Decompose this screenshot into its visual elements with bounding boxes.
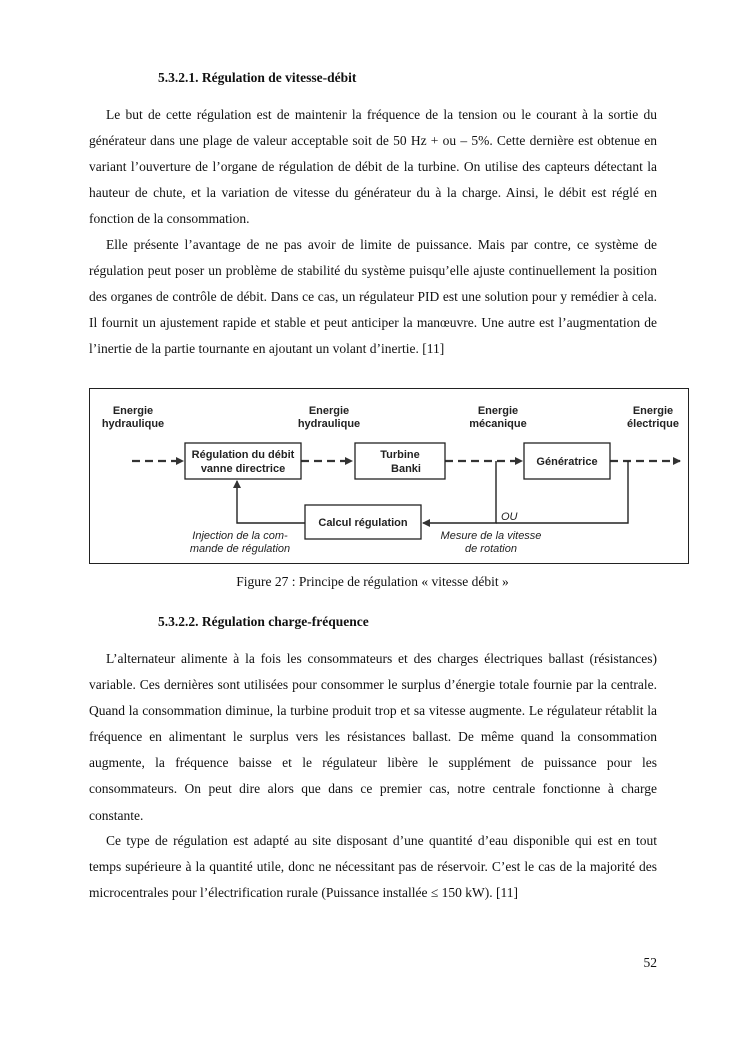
figure-caption: Figure 27 : Principe de régulation « vitesse débit » [236,574,509,589]
page-number: 52 [643,955,657,970]
section-heading-charge-frequence: 5.3.2.2. Régulation charge-fréquence [158,614,369,629]
annotation-mesure-line1: Mesure de la vitesse [440,530,542,542]
energy-label-hydraulique-2-line1: Energie [308,405,350,417]
paragraph-vitesse-debit-avantage: Elle présente l’avantage de ne pas avoir de limite de puissance. Mais par contre, ce système de régulation peut poser un problème de stabilité du système puisqu’elle ajuste continuellement la position des organes de contrôle de débit. Dans ce cas, un régulateur PID est une solution pour y remédier à cela. Il fournit un ajustement rapide et stable et peut anticiper la manœuvre. Une autre est l’augmentation de l’inertie de la partie tournante en ajoutant un volant d’inertie. [11] [89,237,657,357]
box-generatrice-label: Génératrice [536,456,598,468]
command-line-to-regulation [237,481,305,523]
energy-label-hydraulique-1-line1: Energie [112,405,154,417]
energy-label-hydraulique-1-line2: hydraulique [101,418,165,430]
energy-label-hydraulique-2-line2: hydraulique [297,418,361,430]
paragraph-charge-frequence-site: Ce type de régulation est adapté au site disposant d’une quantité d’eau disponible qui est en tout temps supérieure à la quantité utile, donc ne nécessitant pas de réservoir. C’est le cas de la majorité des microcentrales pour l’électrification rurale (Puissance installée ≤ 150 kW). [11] [89,833,657,901]
box-calcul-label: Calcul régulation [318,517,408,529]
energy-label-mecanique-line1: Energie [477,405,519,417]
energy-label-mecanique-line2: mécanique [469,418,527,430]
annotation-ou: OU [501,511,518,523]
figure-regulation-diagram [89,388,689,564]
energy-label-electrique-line2: électrique [627,418,679,430]
annotation-mesure-line2: de rotation [465,543,517,555]
paragraph-vitesse-debit-intro: Le but de cette régulation est de maintenir la fréquence de la tension ou le courant à la sortie du générateur dans une plage de valeur acceptable soit de 50 Hz + ou – 5%. Cette dernière est obtenue en variant l’ouverture de l’organe de régulation de débit de la turbine. On utilise des capteurs détectant la hauteur de chute, et la variation de vitesse du générateur du à la charge. Ainsi, le débit est réglé en fonction de la consommation. [89,107,657,227]
box-regulation-line1: Régulation du débit [191,449,295,461]
box-regulation-line2: vanne directrice [200,463,286,475]
energy-label-electrique-line1: Energie [632,405,674,417]
box-turbine-line1: Turbine [380,449,420,461]
box-turbine-line2: Banki [391,463,421,475]
paragraph-charge-frequence-intro: L’alternateur alimente à la fois les consommateurs et des charges électriques ballast (résistances) variable. Ces dernières sont utilisées pour consommer le surplus d’énergie totale fournie par la centrale. Quand la consommation diminue, la turbine produit trop et sa vitesse augmente. Le régulateur rétablit la fréquence en alimentant le surplus vers les résistances ballast. De même quand la consommation augmente, la fréquence baisse et le régulateur libère le supplément de puissance pour les consommateurs. On peut dire alors que dans ce premier cas, notre centrale fonctionne à charge constante. [89,651,657,823]
section-heading-vitesse-debit: 5.3.2.1. Régulation de vitesse-débit [158,70,357,85]
regulation-diagram [90,389,690,565]
annotation-injection-line2: mande de régulation [189,543,291,555]
annotation-injection-line1: Injection de la com- [192,530,288,542]
